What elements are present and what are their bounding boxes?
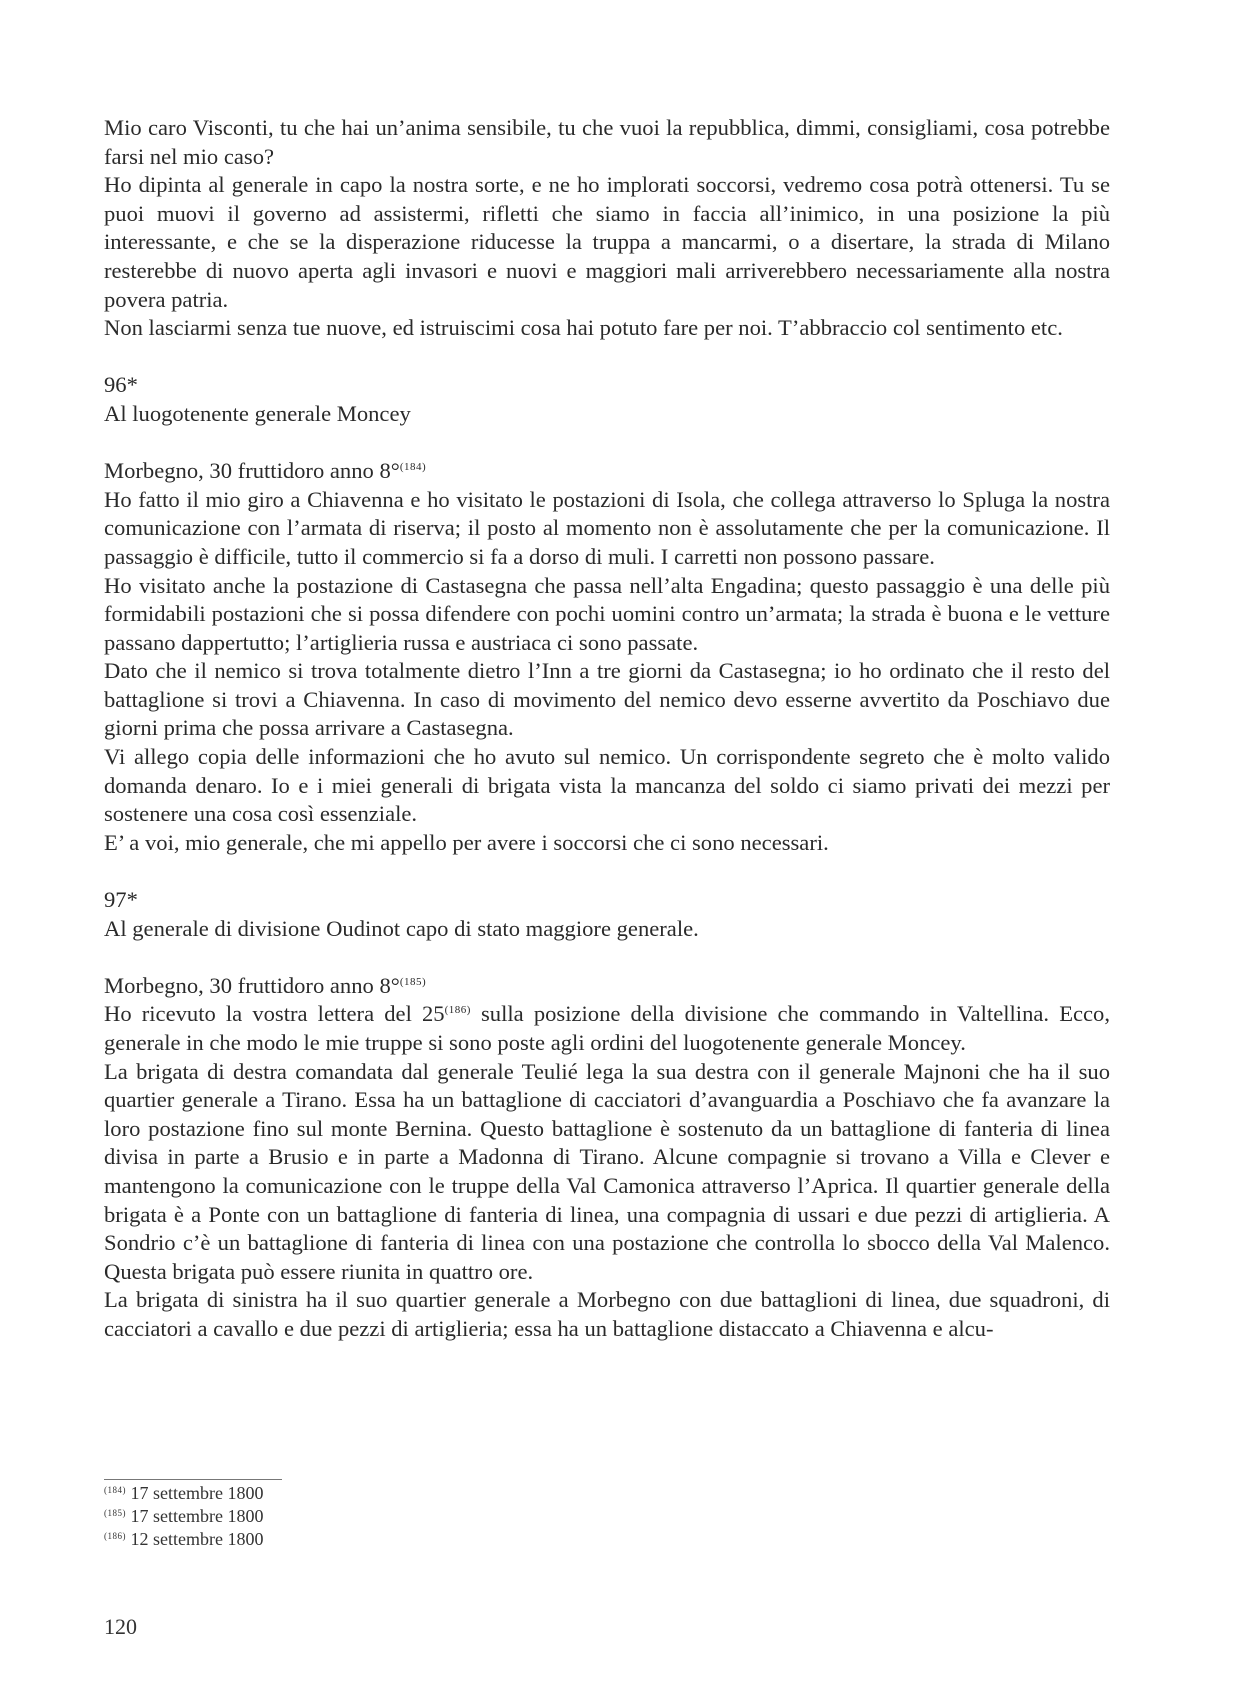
paragraph: Ho fatto il mio giro a Chiavenna e ho visitato le postazioni di Isola, che collega attraverso lo Spluga la nostra comunicazione con l’armata di riserva; il posto al momento non è assolutamente che per la comunicazione. Il passaggio è difficile, tutto il commercio si fa a dorso di muli. I carretti non possono passare. — [104, 486, 1110, 569]
footnote — [104, 1505, 504, 1528]
paragraph: E’ a voi, mio generale, che mi appello per avere i soccorsi che ci sono necessari. — [104, 829, 829, 855]
paragraph: Non lasciarmi senza tue nuove, ed istruiscimi cosa hai potuto fare per noi. T’abbraccio col sentimento etc. — [104, 315, 1063, 341]
paragraph: Ho visitato anche la postazione di Castasegna che passa nell’alta Engadina; questo passaggio è una delle più formidabili postazioni che si possa difendere con pochi uomini contro un’armata; la strada è buona e le vetture passano dappertutto; l’artiglieria russa e austriaca ci sono passate. — [104, 572, 1110, 655]
dateline-text: Morbegno, 30 fruttidoro anno 8° — [104, 972, 400, 998]
footnote — [104, 1482, 504, 1505]
paragraph — [104, 1000, 1110, 1057]
letter-number: 96* — [104, 372, 138, 398]
letter-recipient: Al luogotenente generale Moncey — [104, 400, 411, 426]
letter-recipient: Al generale di divisione Oudinot capo di stato maggiore generale. — [104, 915, 699, 941]
paragraph: La brigata di destra comandata dal generale Teulié lega la sua destra con il generale Majnoni che ha il suo quartier generale a Tirano. Essa ha un battaglione di cacciatori d’avanguardia a Poschiavo che fa avanzare la loro postazione fino sul monte Bernina. Questo battaglione è sostenuto da un battaglione di fanteria di linea divisa in parte a Brusio e in parte a Madonna di Tirano. Alcune compagnie si trovano a Villa e Clever e mantengono la comunicazione con le truppe della Val Camonica attraverso l’Aprica. Il quartier generale della brigata è a Ponte con un battaglione di fanteria di linea, una compagnia di ussari e due pezzi di artiglieria. A Sondrio c’è un battaglione di fanteria di linea con una postazione che controlla lo sbocco della Val Malenco. Questa brigata può essere riunita in quattro ore. — [104, 1058, 1110, 1284]
footnote-text: 17 settembre 1800 — [130, 1506, 264, 1526]
dateline-text: Morbegno, 30 fruttidoro anno 8° — [104, 458, 400, 484]
letter-number: 97* — [104, 887, 138, 913]
paragraph: Vi allego copia delle informazioni che ho avuto sul nemico. Un corrispondente segreto che è molto valido domanda denaro. Io e i miei generali di brigata vista la mancanza del soldo ci siamo privati dei mezzi per sostenere una cosa così essenziale. — [104, 744, 1110, 827]
footnote-marker: (185) — [104, 1508, 126, 1518]
footnote-text: 17 settembre 1800 — [130, 1483, 264, 1503]
footnote-marker: (186) — [104, 1531, 126, 1541]
footnotes — [104, 1482, 504, 1551]
letter-dateline — [104, 457, 1110, 486]
page-number: 120 — [104, 1614, 137, 1639]
footnote-divider — [104, 1479, 282, 1480]
footnote-text: 12 settembre 1800 — [130, 1529, 264, 1549]
footnote-marker: (184) — [104, 1485, 126, 1495]
paragraph: La brigata di sinistra ha il suo quartier generale a Morbegno con due battaglioni di linea, due squadroni, di cacciatori a cavallo e due pezzi di artiglieria; essa ha un battaglione distaccato a Chiavenna e alcu- — [104, 1287, 1110, 1341]
paragraph: Dato che il nemico si trova totalmente dietro l’Inn a tre giorni da Castasegna; io ho ordinato che il resto del battaglione si trovi a Chiavenna. In caso di movimento del nemico devo esserne avvertito da Poschiavo due giorni prima che possa arrivare a Castasegna. — [104, 658, 1110, 741]
footnote — [104, 1528, 504, 1551]
paragraph: Mio caro Visconti, tu che hai un’anima sensibile, tu che vuoi la repubblica, dimmi, consigliami, cosa potrebbe farsi nel mio caso? — [104, 115, 1110, 169]
paragraph: Ho dipinta al generale in capo la nostra sorte, e ne ho implorati soccorsi, vedremo cosa potrà ottenersi. Tu se puoi muovi il governo ad assistermi, rifletti che siamo in faccia all’inimico, in una posizione la più interessante, e che se la disperazione riducesse la truppa a mancarmi, o a disertare, la strada di Milano resterebbe di nuovo aperta agli invasori e nuovi e maggiori mali arriverebbero necessariamente alla nostra povera patria. — [104, 172, 1110, 312]
footnote-ref: (184) — [399, 461, 427, 474]
main-text — [104, 114, 1110, 1344]
footnote-ref: (185) — [399, 975, 427, 988]
letter-dateline — [104, 972, 1110, 1001]
footnote-ref: (186) — [444, 1004, 471, 1017]
paragraph-text: sulla posizione della divisione che commando in Valtellina. Ecco, generale in che modo le mie truppe si sono poste agli ordini del luogotenente generale Moncey. — [104, 1001, 1110, 1055]
paragraph-text: Ho ricevuto la vostra lettera del 25 — [104, 1001, 445, 1027]
